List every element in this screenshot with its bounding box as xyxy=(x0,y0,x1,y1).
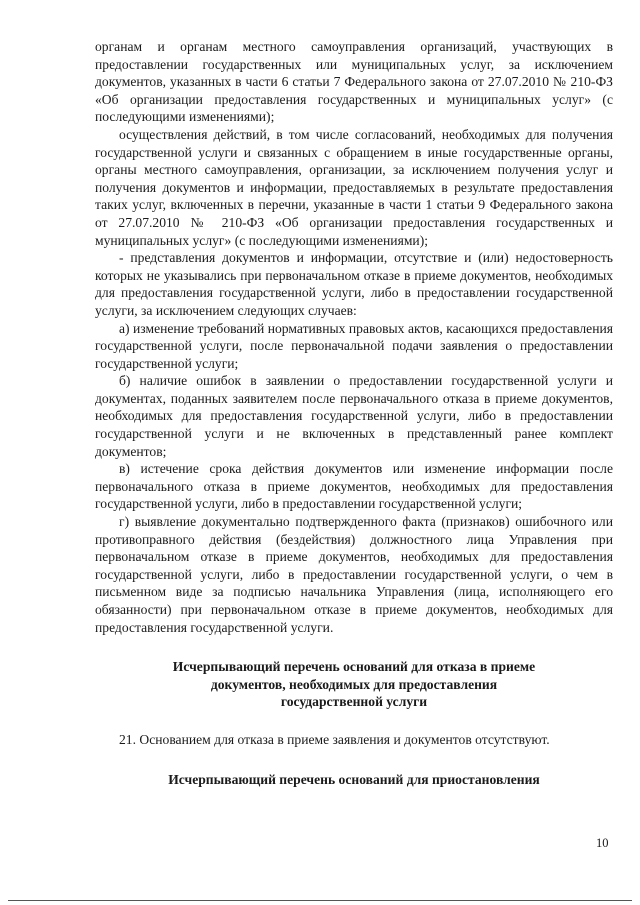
paragraph-21: 21. Основанием для отказа в приеме заявления и документов отсутствуют. xyxy=(119,731,550,747)
heading-line: Исчерпывающий перечень оснований для отказа в приеме xyxy=(172,659,536,675)
paragraph-item-v: в) истечение срока действия документов или изменение информации после первоначального отказа в приеме документов, необходимых для предоставления государственной услуги, либо в предоставлении государственной услуги; xyxy=(95,461,613,512)
heading-line: государственной услуги xyxy=(280,694,428,710)
paragraph-item-a: а) изменение требований нормативных правовых актов, касающихся предоставления государственной услуги, после первоначальной подачи заявления о предоставлении государственной услуги; xyxy=(95,320,613,371)
section-heading-suspension: Исчерпывающий перечень оснований для приостановления xyxy=(168,771,540,787)
paragraph-item-g: г) выявление документально подтвержденного факта (признаков) ошибочного или противоправного действия (бездействия) должностного лица Управления при первоначальном отказе в приеме документов, необходимых для предоставления государственной услуги, либо в предоставлении государственной услуги, о чем в письменном виде за подписью начальника Управления (лица, исполняющего его обязанности) при первоначальном отказе в приеме документов, необходимых для предоставления государственной услуги. xyxy=(95,514,613,635)
scan-edge-line xyxy=(8,900,632,901)
paragraph-documents-exceptions: - представления документов и информации, отсутствие и (или) недостоверность которых не указывались при первоначальном отказе в приеме документов, необходимых для предоставления государственной услуги, либо в предоставлении государственной услуги, за исключением следующих случаев: xyxy=(95,250,613,318)
heading-line: документов, необходимых для предоставления xyxy=(210,676,498,692)
page-number: 10 xyxy=(596,836,609,850)
paragraph-item-b: б) наличие ошибок в заявлении о предоставлении государственной услуги и документах, поданных заявителем после первоначального отказа в приеме документов, необходимых для предоставления государственной услуги, либо в предоставлении государственной услуги и не включенных в представленный ранее комплект документов; xyxy=(95,373,613,459)
paragraph-actions: осуществления действий, в том числе согласований, необходимых для получения государственной услуги и связанных с обращением в иные государственные органы, органы местного самоуправления, организации, за исключением получения услуг и получения документов и информации, предоставляемых в результате предоставления таких услуг, включенных в перечни, указанные в части 1 статьи 9 Федерального закона от 27.07.2010 № 210-ФЗ «Об организации предоставления государственных и муниципальных услуг» (с последующими изменениями); xyxy=(95,126,613,248)
paragraph-continuation: органам и органам местного самоуправления организаций, участвующих в предоставлении государственных или муниципальных услуг, за исключением документов, указанных в части 6 статьи 7 Федерального закона от 27.07.2010 № 210-ФЗ «Об организации предоставления государственных и муниципальных услуг» (с последующими изменениями); xyxy=(95,39,613,125)
section-heading-refusal xyxy=(95,658,613,711)
page-body xyxy=(95,38,613,788)
